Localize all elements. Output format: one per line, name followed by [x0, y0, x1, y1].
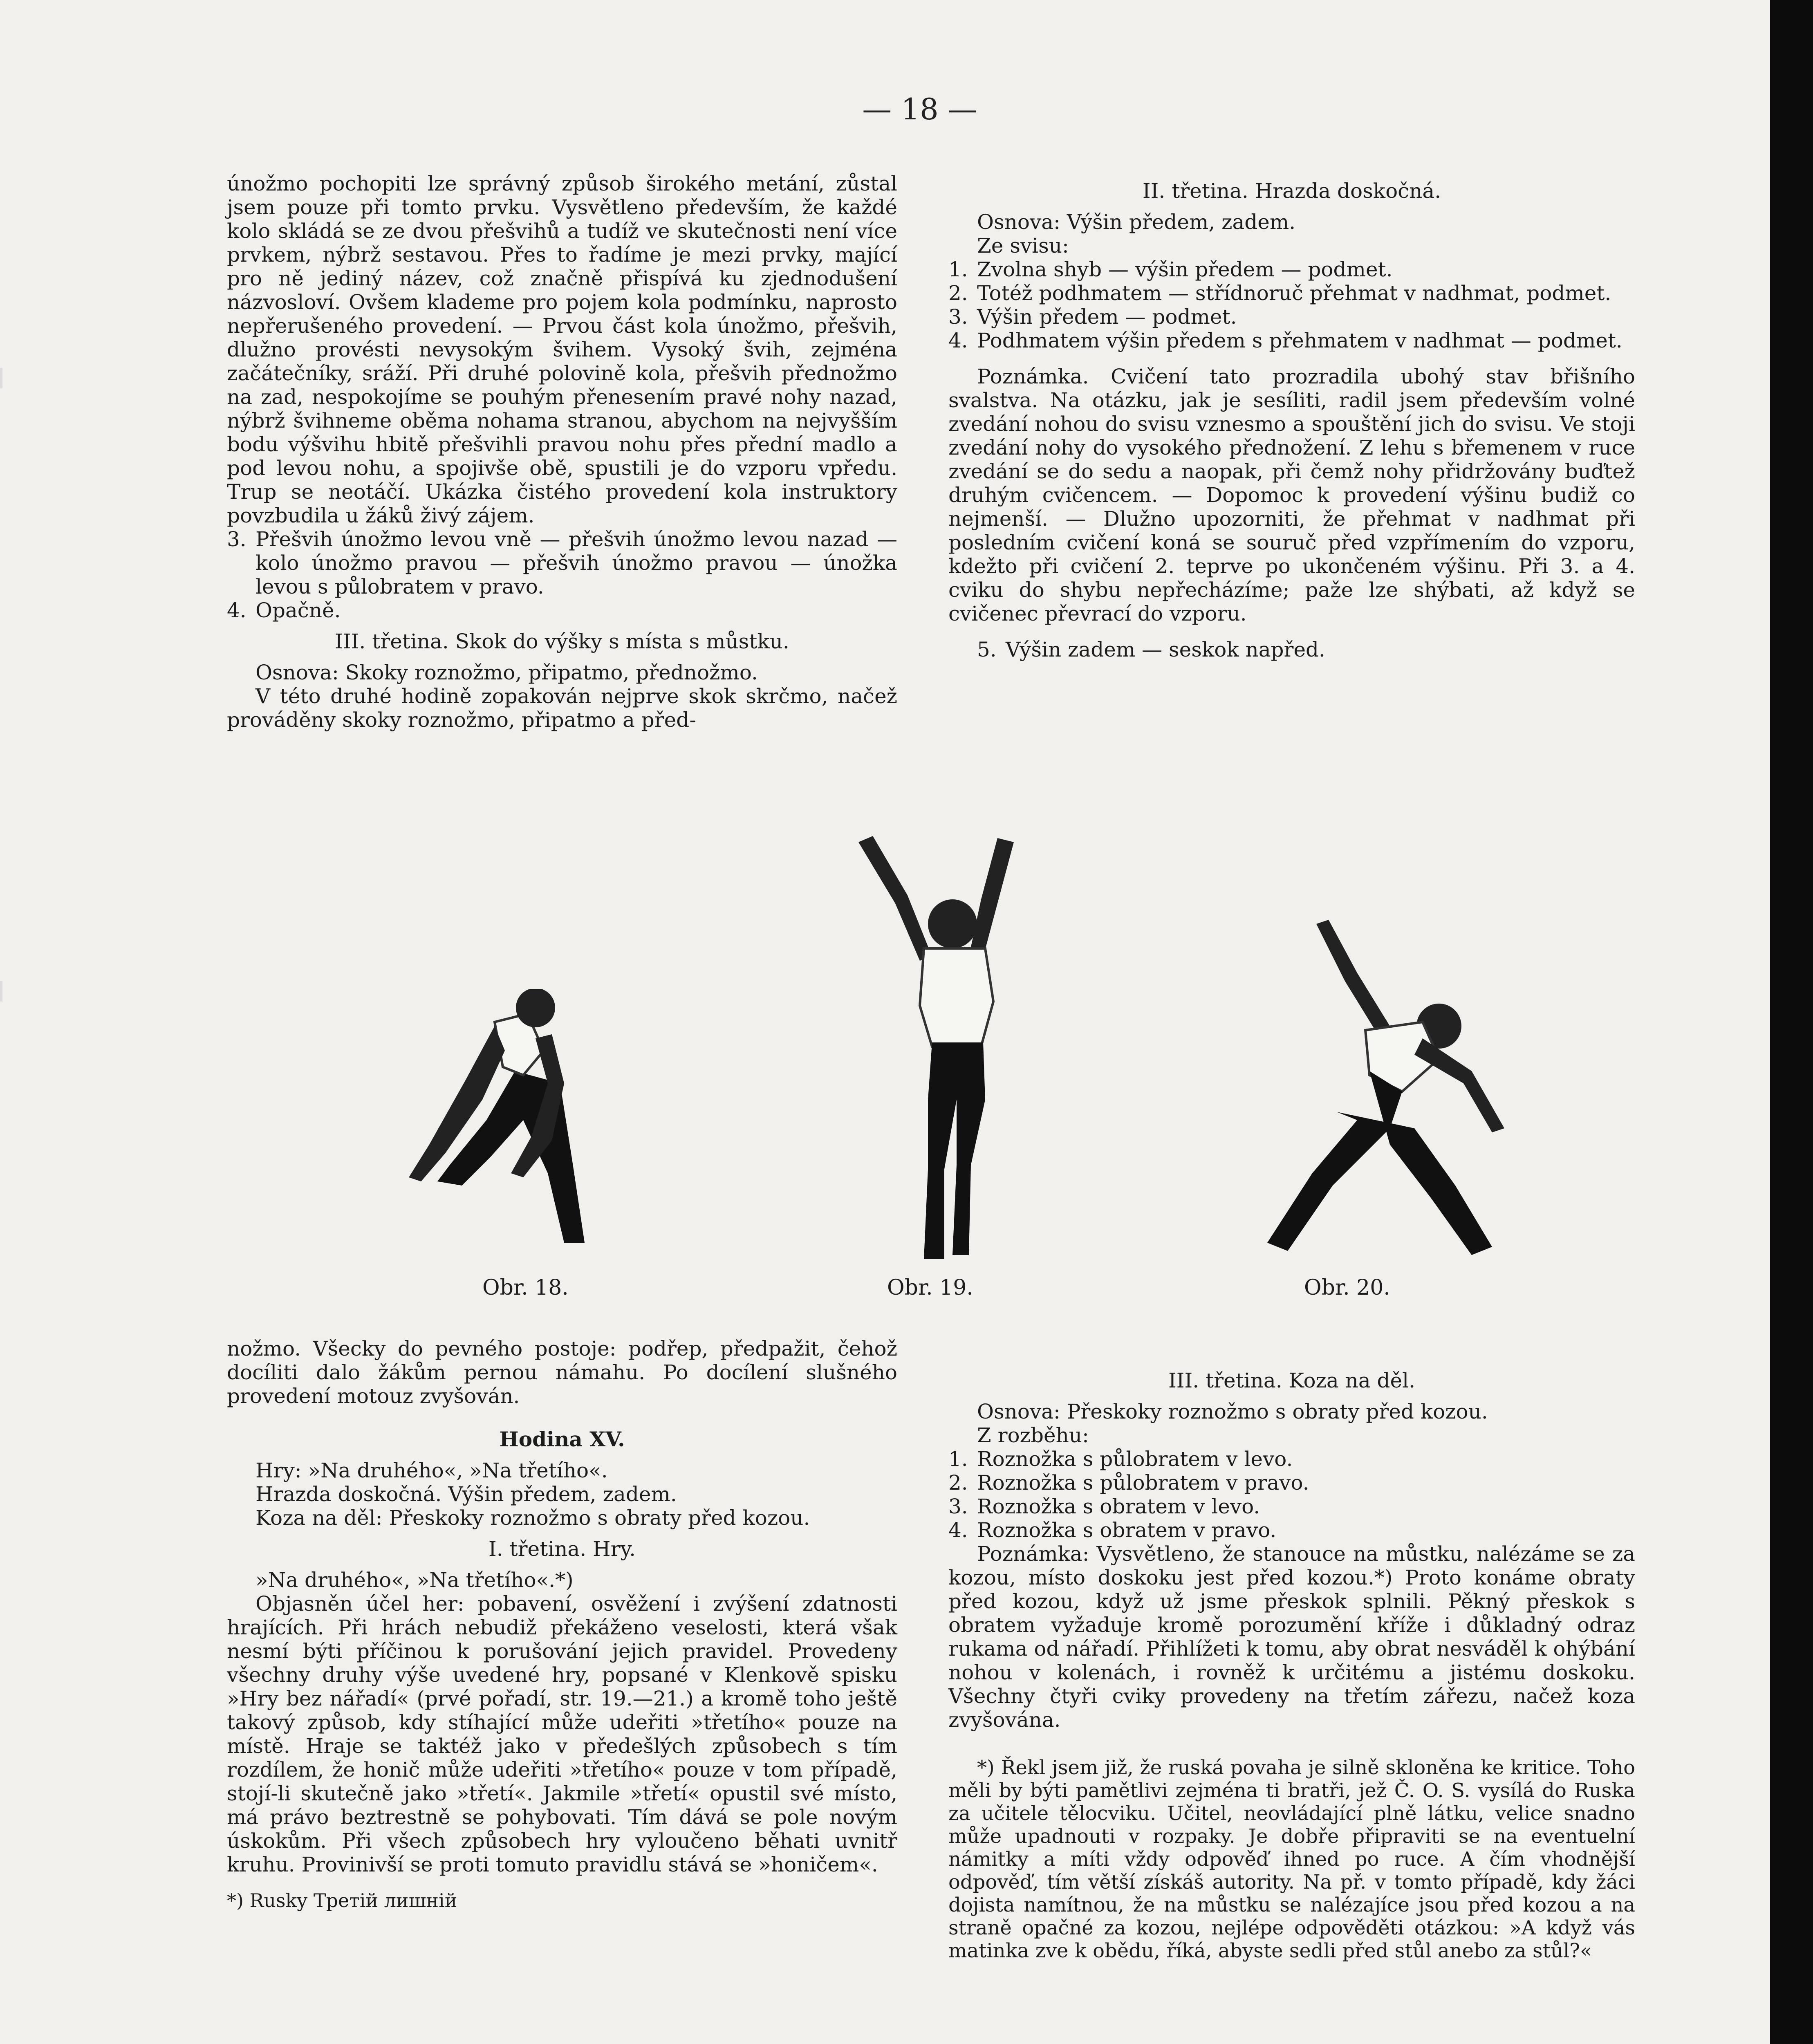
lesson-heading: Hodina XV. [499, 1427, 625, 1451]
list-item: 1. Roznožka s půlobratem v levo. [948, 1447, 1293, 1471]
lesson-line: Hry: »Na druhého«, »Na třetího«. [255, 1459, 608, 1482]
caption-fig-18: Obr. 18. [482, 1275, 569, 1300]
right-column-bottom [948, 1361, 1635, 1962]
footnote: *) Řekl jsem již, že ruská povaha je silně skloněna ke kritice. Toho měli by býti pamětlivi zejména ti bratři, jež Č. O. S. vysílá do Ruska za učitele tělocviku. Učitel, neovládající plně látku, velice snadno může upadnouti v rozpaky. Je dobře připraviti se na eventuelní námitky a míti vždy odpověď ihned po ruce. A čím vhodnější odpověď, tím větší získáš autority. Na př. v tomto případě, kdy žáci dojista namítnou, že na můstku se nalézajíce jsou před kozou a na straně opačné za kozou, nejlépe odpověděti otázkou: »A když vás matinka zve k obědu, říká, abyste sedli před stůl anebo za stůl?« [948, 1756, 1635, 1962]
list-item: 5. Výšin zadem — seskok napřed. [977, 638, 1325, 661]
right-column-top [948, 172, 1635, 661]
caption-fig-20: Obr. 20. [1304, 1275, 1390, 1300]
figure-20-gymnast [1210, 899, 1529, 1267]
paragraph: únožmo pochopiti lze správný způsob širokého metání, zůstal jsem pouze při tomto prvku. Vysvětleno především, že každé kolo skládá se ze dvou přešvihů a tudíž ve skutečnosti není více prvkem, nýbrž sestavou. Přes to řadíme je mezi prvky, mající pro ně jediný název, což značně přispívá ku zjednodušení názvosloví. Ovšem klademe pro pojem kola podmínku, naprosto nepřerušeného provedení. — Prvou část kola únožmo, přešvih, dlužno provésti nevysokým švihem. Vysoký švih, zejména začátečníky, sráží. Při druhé polovině kola, přešvih přednožmo na zad, nespokojíme se pouhým přenesením pravé nohy nazad, nýbrž švihneme oběma nohama stranou, abychom na nejvyšším bodu výšvihu hbitě přešvihli pravou nohu přes přední madlo a pod levou nohu, a spojivše obě, spustili je do vzporu vpředu. Trup se neotáčí. Ukázka čistého provedení kola instruktory povzbudila u žáků živý zájem. [227, 172, 897, 527]
page-number: — 18 — [862, 92, 977, 126]
games-line: »Na druhého«, »Na třetího«.*) [255, 1568, 574, 1592]
scan-border [1770, 0, 1813, 2044]
list-item: 2. Totéž podhmatem — střídnoruč přehmat v nadhmat, podmet. [948, 281, 1611, 305]
footnote: *) Rusky Третій лишній [227, 1889, 457, 1912]
list-item: 4. Opačně. [227, 598, 341, 622]
lesson-line: Koza na děl: Přeskoky roznožmo s obraty před kozou. [255, 1506, 810, 1530]
list-item: 3. Výšin předem — podmet. [948, 305, 1237, 329]
paragraph: V této druhé hodině zopakován nejprve skok skrčmo, načež prováděny skoky roznožmo, připatmo a před- [227, 684, 897, 732]
list-item: 1. Zvolna shyb — výšin předem — podmet. [948, 258, 1393, 281]
section-heading: I. třetina. Hry. [488, 1537, 636, 1561]
section-heading: II. třetina. Hrazda doskočná. [1142, 179, 1441, 203]
scan-edge-mark [0, 981, 2, 1002]
section-heading: III. třetina. Koza na děl. [1168, 1369, 1416, 1392]
left-column-bottom [227, 1337, 897, 1912]
osnova: Osnova: Skoky roznožmo, připatmo, přednožmo. [255, 661, 758, 684]
subheading: Ze svisu: [977, 234, 1069, 258]
list-item: 4. Podhmatem výšin předem s přehmatem v nadhmat — podmet. [948, 329, 1623, 352]
left-column-top [227, 172, 897, 732]
lesson-line: Hrazda doskočná. Výšin předem, zadem. [255, 1482, 677, 1506]
list-item: 3. Přešvih únožmo levou vně — přešvih únožmo levou nazad — kolo únožmo pravou — přešvih únožmo pravou — únožka levou s půlobratem v pravo. [227, 527, 897, 598]
caption-fig-19: Obr. 19. [887, 1275, 973, 1300]
list-item: 3. Roznožka s obratem v levo. [948, 1495, 1260, 1518]
figure-19-gymnast [834, 834, 1055, 1267]
note: Poznámka. Cvičení tato prozradila ubohý stav břišního svalstva. Na otázku, jak je sesíliti, radil jsem především volné zvedání nohou do svisu vznesmo a spouštění jich do svisu. Ve stoji zvedání nohy do vysokého přednožení. Z lehu s břemenem v ruce zvedání se do sedu a naopak, při čemž nohy přidržovány buďtež druhým cvičencem. — Dopomoc k provedení výšinu budiž co nejmenší. — Dlužno upozorniti, že přehmat v nadhmat při posledním cvičení koná se souruč před vzpřímením do vzporu, kdežto při cvičení 2. teprve po ukončeném výšinu. Při 3. a 4. cviku do shybu nepřecházíme; paže lze shýbati, až když se cvičenec převrací do vzporu. [948, 365, 1635, 625]
paragraph: nožmo. Všecky do pevného postoje: podřep, předpažit, čehož docíliti dalo žákům pernou námahu. Po docílení slušného provedení motouz zvyšován. [227, 1337, 897, 1408]
scan-edge-mark [0, 368, 2, 388]
list-item: 2. Roznožka s půlobratem v pravo. [948, 1471, 1309, 1495]
paragraph: Objasněn účel her: pobavení, osvěžení i zvýšení zdatnosti hrajících. Při hrách nebudiž překáženo veselosti, která však nesmí býti příčinou k porušování jejich pravidel. Provedeny všechny druhy výše uvedené hry, popsané v Klenkově spisku »Hry bez nářadí« (prvé pořadí, str. 19.—21.) a kromě toho ještě takový způsob, kdy stíhající může udeřiti »třetího« pouze na místě. Hraje se taktéž jako v předešlých způsobech s tím rozdílem, že honič může udeřiti »třetího« pouze v tom případě, stojí-li skutečně jako »třetí«. Jakmile »třetí« opustil své místo, má právo beztrestně se pohybovati. Tím dává se pole novým úskokům. Při všech způsobech hry vyloučeno běhati uvnitř kruhu. Provinivší se proti tomuto pravidlu stává se »honičem«. [227, 1592, 897, 1876]
figure-18-gymnast [392, 989, 654, 1275]
note: Poznámka: Vysvětleno, že stanouce na můstku, nalézáme se za kozou, místo doskoku jest před kozou.*) Proto konáme obraty před kozou, když už jsme přeskok splnili. Pěkný přeskok s obratem vyžaduje kromě porozumění kříže i důkladný odraz rukama od nářadí. Přihlížeti k tomu, aby obrat nesváděl k ohýbání nohou v kolenách, i rovněž k určitému a jistému doskoku. Všechny čtyři cviky provedeny na třetím zářezu, načež koza zvyšována. [948, 1542, 1635, 1732]
section-heading: III. třetina. Skok do výšky s místa s můstku. [335, 630, 789, 653]
subheading: Z rozběhu: [977, 1423, 1089, 1447]
osnova: Osnova: Výšin předem, zadem. [977, 210, 1296, 234]
list-item: 4. Roznožka s obratem v pravo. [948, 1518, 1277, 1542]
osnova: Osnova: Přeskoky roznožmo s obraty před kozou. [977, 1400, 1488, 1423]
